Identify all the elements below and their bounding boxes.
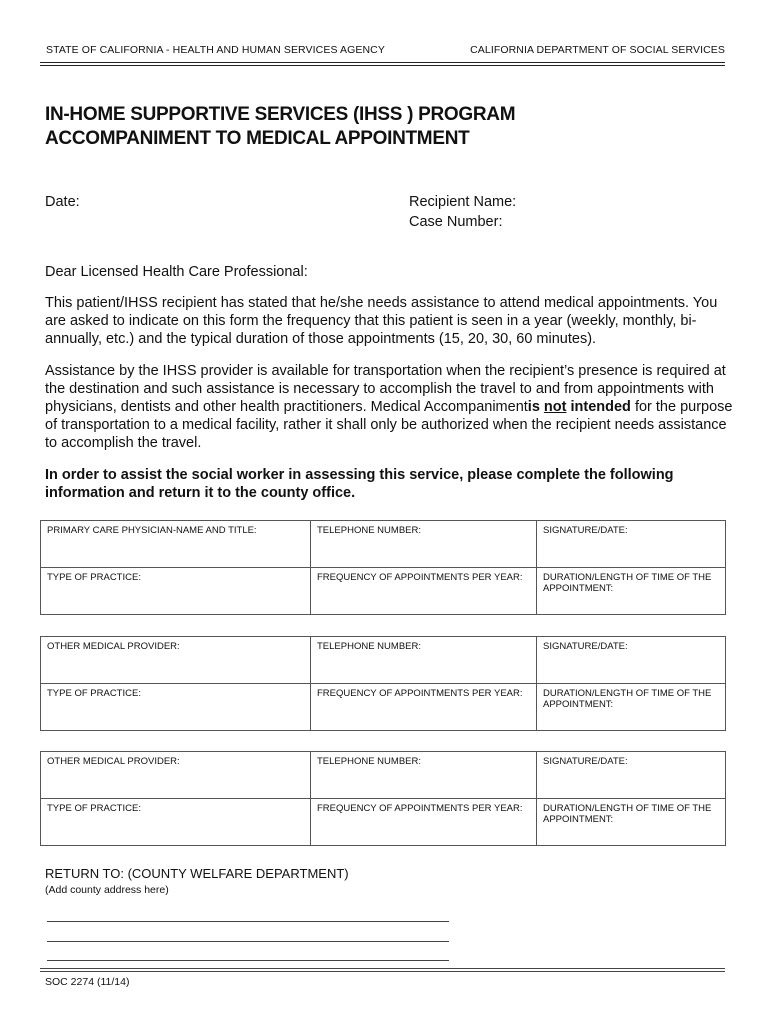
other-provider-field[interactable]: OTHER MEDICAL PROVIDER: (41, 752, 311, 799)
case-number-label: Case Number: (409, 214, 503, 230)
recipient-name-label: Recipient Name: (409, 194, 517, 210)
header-rule (40, 62, 725, 63)
type-of-practice-field[interactable]: TYPE OF PRACTICE: (41, 799, 311, 846)
provider-table-2 (40, 636, 726, 731)
salutation: Dear Licensed Health Care Professional: (45, 264, 308, 280)
paragraph-2-not: not (543, 399, 567, 415)
paragraph-2-intended: intended (570, 399, 631, 415)
header-rule-2 (40, 65, 725, 66)
frequency-field[interactable]: FREQUENCY OF APPOINTMENTS PER YEAR: (311, 684, 537, 731)
footer-rule-2 (40, 971, 725, 972)
telephone-field[interactable]: TELEPHONE NUMBER: (311, 521, 537, 568)
paragraph-2-part-2: for the purpose of transportation to a medical facility, rather it shall only be authorized when the recipient needs assistance to accomplish the travel. (45, 399, 733, 451)
form-number: SOC 2274 (11/14) (45, 976, 130, 988)
type-of-practice-field[interactable]: TYPE OF PRACTICE: (41, 568, 311, 615)
primary-physician-field[interactable]: PRIMARY CARE PHYSICIAN-NAME AND TITLE: (41, 521, 311, 568)
paragraph-2 (45, 362, 735, 452)
return-to-subtext: (Add county address here) (45, 884, 169, 896)
duration-field[interactable]: DURATION/LENGTH OF TIME OF THE APPOINTMENT: (537, 799, 726, 846)
date-label: Date: (45, 194, 80, 210)
department-header: CALIFORNIA DEPARTMENT OF SOCIAL SERVICES (470, 44, 725, 56)
signature-date-field[interactable]: SIGNATURE/DATE: (537, 637, 726, 684)
duration-field[interactable]: DURATION/LENGTH OF TIME OF THE APPOINTMENT: (537, 568, 726, 615)
instruction-text: In order to assist the social worker in assessing this service, please complete the following information and return it to the county office. (45, 467, 674, 501)
telephone-field[interactable]: TELEPHONE NUMBER: (311, 637, 537, 684)
duration-field[interactable]: DURATION/LENGTH OF TIME OF THE APPOINTMENT: (537, 684, 726, 731)
provider-table-1 (40, 520, 726, 615)
telephone-field[interactable]: TELEPHONE NUMBER: (311, 752, 537, 799)
signature-date-field[interactable]: SIGNATURE/DATE: (537, 752, 726, 799)
paragraph-2-part-1: Assistance by the IHSS provider is available for transportation when the recipient’s presence is required at the destination and such assistance is necessary to accomplish the travel to and from appointments with physicians, dentists and other health practitioners. Medical Accompaniment (45, 363, 726, 415)
paragraph-2-is: is (527, 399, 540, 415)
footer-rule (40, 968, 725, 969)
address-line-1[interactable] (47, 921, 449, 922)
address-line-2[interactable] (47, 941, 449, 942)
frequency-field[interactable]: FREQUENCY OF APPOINTMENTS PER YEAR: (311, 568, 537, 615)
agency-header: STATE OF CALIFORNIA - HEALTH AND HUMAN SERVICES AGENCY (46, 44, 385, 56)
form-title (45, 103, 515, 151)
return-to-label: RETURN TO: (COUNTY WELFARE DEPARTMENT) (45, 866, 349, 881)
provider-table-3 (40, 751, 726, 846)
frequency-field[interactable]: FREQUENCY OF APPOINTMENTS PER YEAR: (311, 799, 537, 846)
title-line-1: IN-HOME SUPPORTIVE SERVICES (IHSS ) PROGRAM (45, 104, 516, 125)
paragraph-1: This patient/IHSS recipient has stated that he/she needs assistance to attend medical appointments. You are asked to indicate on this form the frequency that this patient is seen in a year (weekly, monthly, bi-annually, etc.) and the typical duration of those appointments (15, 20, 30, 60 minutes). (45, 295, 718, 347)
type-of-practice-field[interactable]: TYPE OF PRACTICE: (41, 684, 311, 731)
title-line-2: ACCOMPANIMENT TO MEDICAL APPOINTMENT (45, 128, 470, 149)
other-provider-field[interactable]: OTHER MEDICAL PROVIDER: (41, 637, 311, 684)
signature-date-field[interactable]: SIGNATURE/DATE: (537, 521, 726, 568)
address-line-3[interactable] (47, 960, 449, 961)
